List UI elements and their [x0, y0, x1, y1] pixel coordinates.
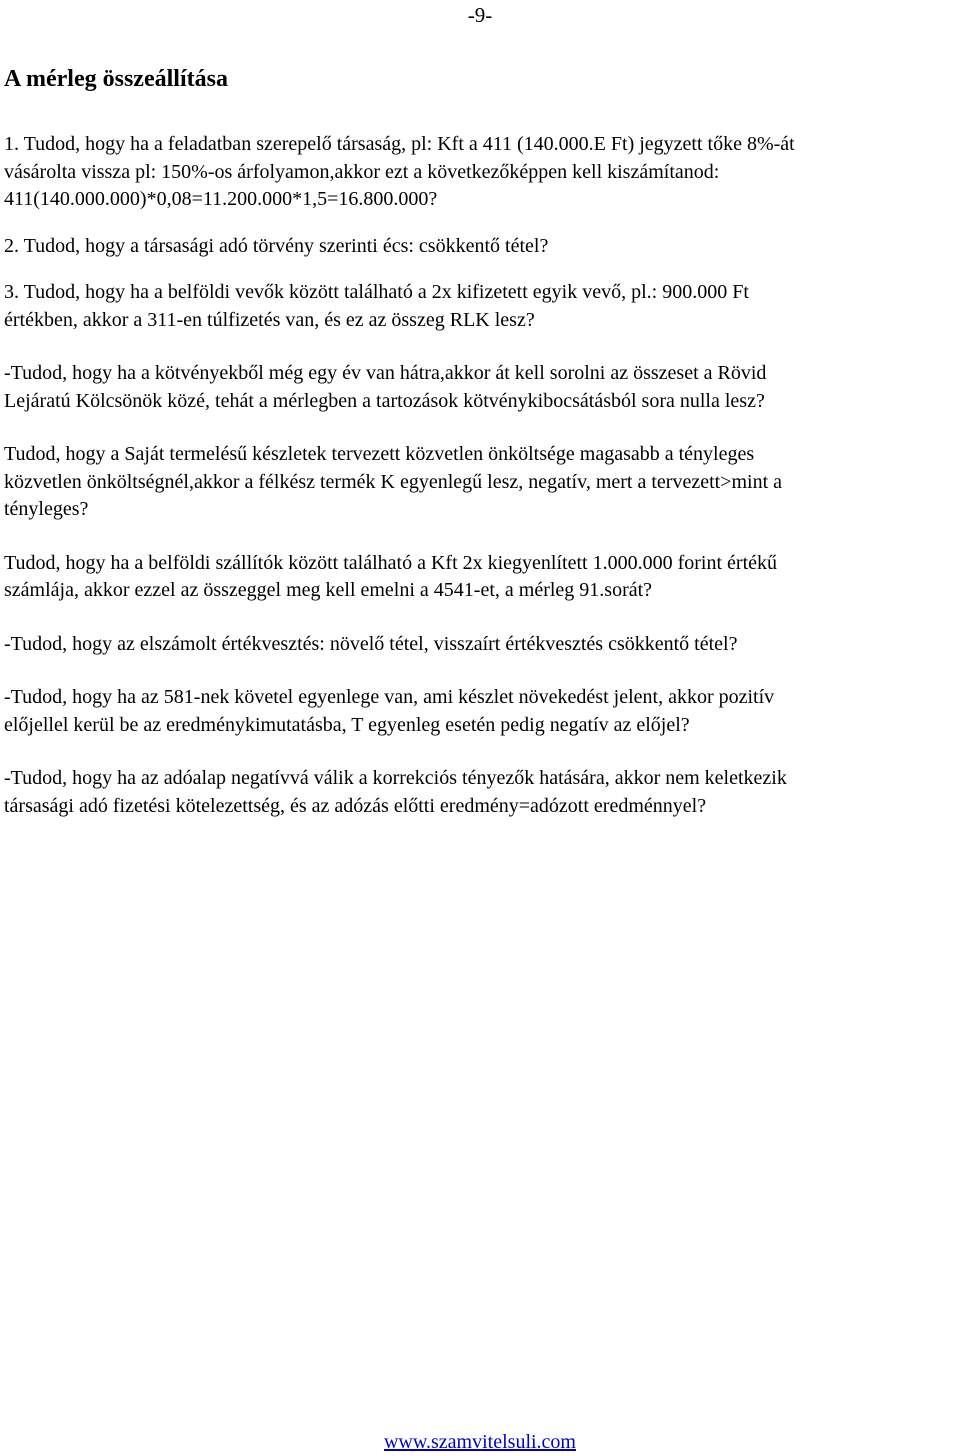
paragraph-line: -Tudod, hogy ha a kötvényekből még egy év van hátra,akkor át kell sorolni az összeset a Rövid	[4, 362, 767, 384]
document-body	[4, 131, 959, 820]
paragraph-line: társasági adó fizetési kötelezettség, és az adózás előtti eredmény=adózott eredménnyel?	[4, 794, 707, 817]
paragraph-line: 1. Tudod, hogy ha a feladatban szerepelő társaság, pl: Kft a 411 (140.000.E Ft) jegyzett tőke 8%-át	[4, 133, 795, 155]
paragraph-line: vásárolta vissza pl: 150%-os árfolyamon,akkor ezt a következőképpen kell kiszámítanod:	[4, 160, 720, 183]
paragraph-line: Tudod, hogy ha a belföldi szállítók között található a Kft 2x kiegyenlített 1.000.000 forint értékű	[4, 551, 777, 574]
paragraph-line: Tudod, hogy a Saját termelésű készletek tervezett közvetlen önköltsége magasabb a tényleges	[4, 443, 755, 465]
paragraph-line: 3. Tudod, hogy ha a belföldi vevők között található a 2x kifizetett egyik vevő, pl.: 900.000 Ft	[4, 281, 749, 303]
footer	[0, 1430, 960, 1454]
paragraph-line: közvetlen önköltségnél,akkor a félkész termék K egyenlegű lesz, negatív, mert a tervezett>mint a	[4, 470, 783, 493]
paragraph-line: -Tudod, hogy ha az adóalap negatívvá válik a korrekciós tényezők hatására, akkor nem keletkezik	[4, 767, 787, 789]
paragraph-3	[4, 279, 959, 334]
paragraph-line: 411(140.000.000)*0,08=11.200.000*1,5=16.800.000?	[4, 188, 438, 210]
paragraph-line: 2. Tudod, hogy a társasági adó törvény szerinti écs: csökkentő tétel?	[4, 234, 549, 257]
paragraph-line: -Tudod, hogy az elszámolt értékvesztés: növelő tétel, visszaírt értékvesztés csökkentő tétel?	[4, 632, 738, 655]
paragraph-2	[4, 233, 959, 261]
paragraph-line: számlája, akkor ezzel az összeggel meg kell emelni a 4541-et, a mérleg 91.sorát?	[4, 579, 653, 601]
paragraph-6	[4, 550, 959, 605]
page-number: -9-	[467, 3, 493, 27]
paragraph-9	[4, 765, 959, 820]
paragraph-5	[4, 441, 959, 524]
paragraph-line: előjellel kerül be az eredménykimutatásba, T egyenleg esetén pedig negatív az előjel?	[4, 713, 690, 736]
paragraph-line: értékben, akkor a 311-en túlfizetés van, és ez az összeg RLK lesz?	[4, 308, 535, 331]
paragraph-line: tényleges?	[4, 498, 89, 520]
paragraph-7	[4, 631, 959, 659]
paragraph-4	[4, 360, 959, 415]
paragraph-1	[4, 131, 959, 214]
document-title: A mérleg összeállítása	[4, 66, 228, 92]
paragraph-line: -Tudod, hogy ha az 581-nek követel egyenlege van, ami készlet növekedést jelent, akkor pozitív	[4, 686, 775, 708]
paragraph-line: Lejáratú Kölcsönök közé, tehát a mérlegben a tartozások kötvénykibocsátásból sora nulla lesz?	[4, 389, 765, 412]
paragraph-8	[4, 684, 959, 739]
website-link[interactable]: www.szamvitelsuli.com	[383, 1431, 576, 1453]
